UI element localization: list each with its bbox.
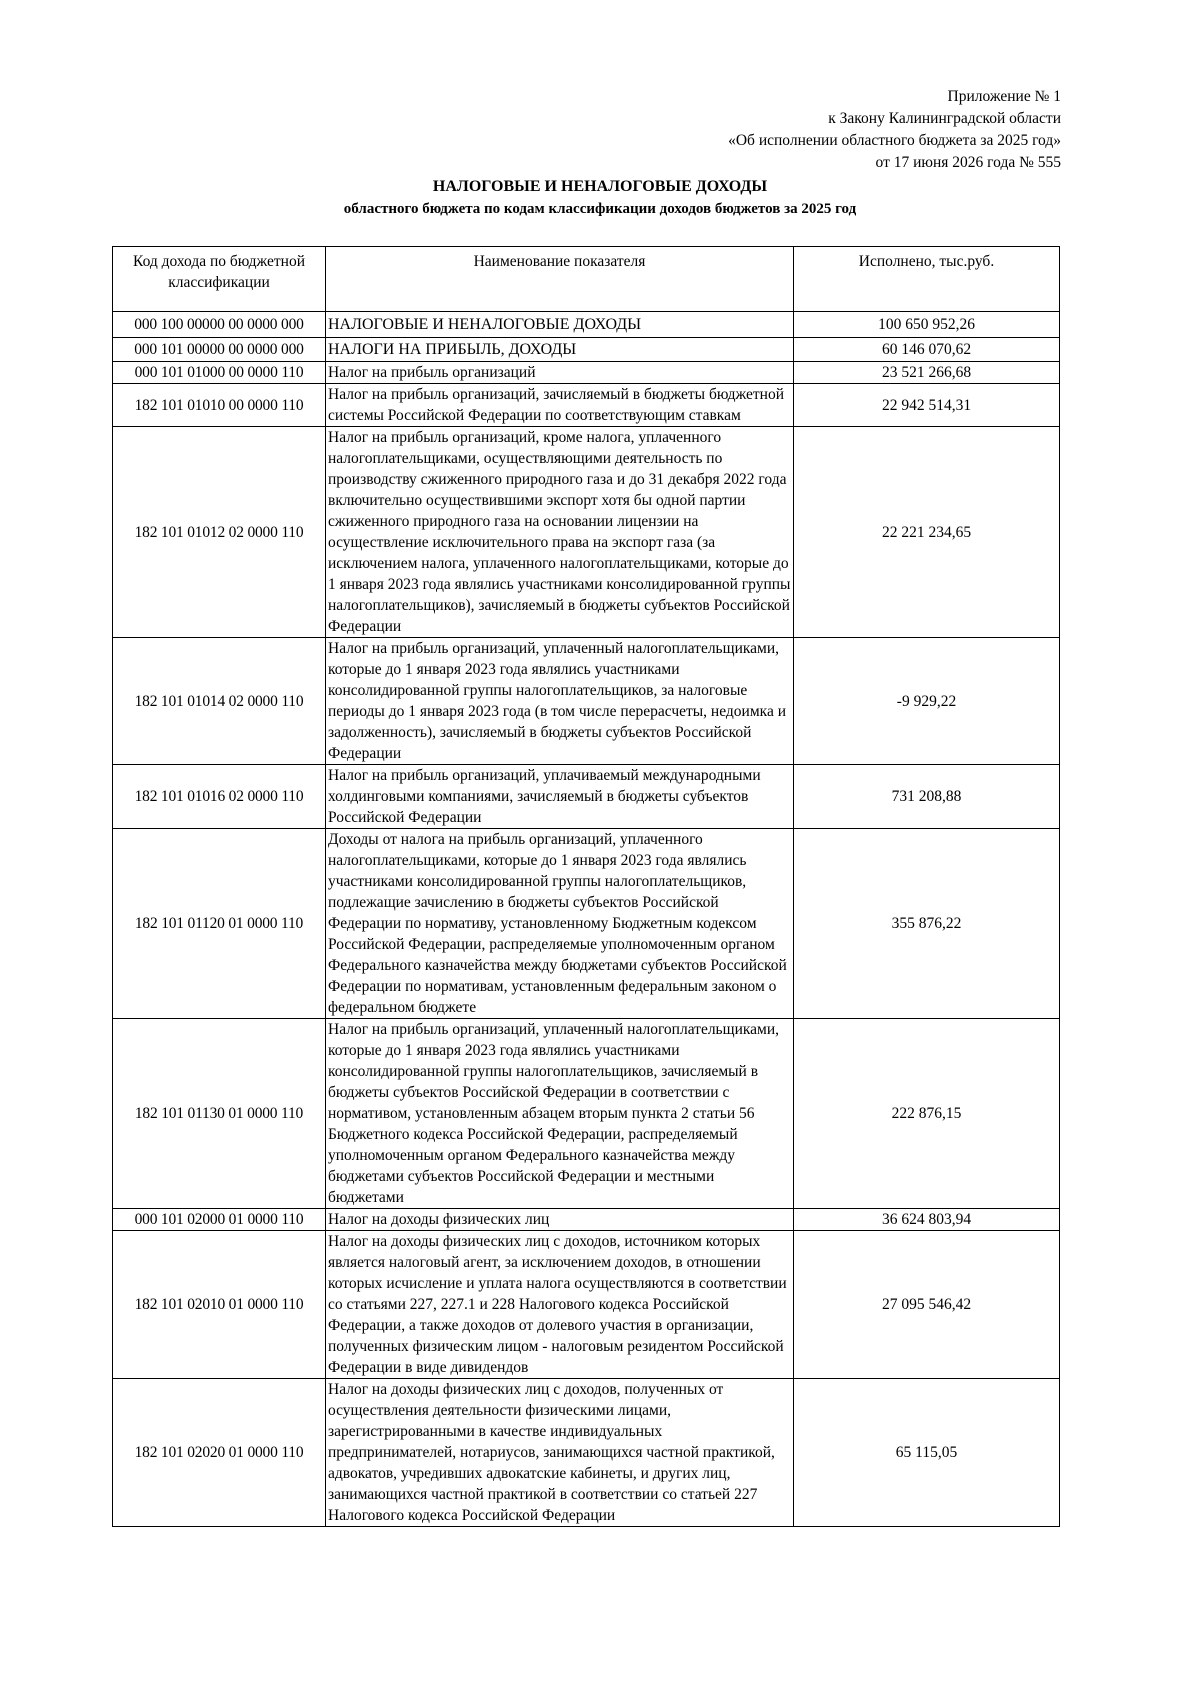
row-code: 182 101 01130 01 0000 110 bbox=[113, 1019, 326, 1209]
title-main: НАЛОГОВЫЕ И НЕНАЛОГОВЫЕ ДОХОДЫ bbox=[432, 178, 768, 195]
table-header-row bbox=[113, 247, 1060, 312]
row-value: -9 929,22 bbox=[794, 638, 1060, 765]
row-name: Налог на прибыль организаций, кроме налога, уплаченного налогоплательщиками, осуществляющими деятельность по производству сжиженного природного газа и до 31 декабря 2022 года включительно осуществившими экспорт хотя бы одной партии сжиженного природного газа на основании лицензии на осуществление исключительного права на экспорт газа (за исключением налога, уплаченного налогоплательщиками, которые до 1 января 2023 года являлись участниками консолидированной группы налогоплательщиков), зачисляемый в бюджеты субъектов Российской Федерации bbox=[326, 427, 794, 638]
row-name: Налог на прибыль организаций, зачисляемый в бюджеты бюджетной системы Российской Федерации по соответствующим ставкам bbox=[326, 384, 794, 427]
table-row bbox=[113, 765, 1060, 829]
row-code: 000 101 00000 00 0000 000 bbox=[113, 338, 326, 362]
row-code: 182 101 01010 00 0000 110 bbox=[113, 384, 326, 427]
row-name: НАЛОГИ НА ПРИБЫЛЬ, ДОХОДЫ bbox=[326, 338, 794, 362]
row-value: 731 208,88 bbox=[794, 765, 1060, 829]
appendix-line-1: Приложение № 1 bbox=[947, 88, 1061, 105]
row-name: Налог на прибыль организаций, уплаченный налогоплательщиками, которые до 1 января 2023 года являлись участниками консолидированной группы налогоплательщиков, зачисляемый в бюджеты субъектов Российской Федерации в соответствии с нормативом, установленным абзацем вторым пункта 2 статьи 56 Бюджетного кодекса Российской Федерации, распределяемый уполномоченным органом Федерального казначейства между бюджетами субъектов Российской Федерации и местными бюджетами bbox=[326, 1019, 794, 1209]
row-name: Налог на доходы физических лиц с доходов, полученных от осуществления деятельности физическими лицами, зарегистрированными в качестве индивидуальных предпринимателей, нотариусов, занимающихся частной практикой, адвокатов, учредивших адвокатские кабинеты, и других лиц, занимающихся частной практикой в соответствии со статьей 227 Налогового кодекса Российской Федерации bbox=[326, 1379, 794, 1527]
row-value: 65 115,05 bbox=[794, 1379, 1060, 1527]
row-value: 22 221 234,65 bbox=[794, 427, 1060, 638]
row-name: Налог на прибыль организаций, уплачиваемый международными холдинговыми компаниями, зачисляемый в бюджеты субъектов Российской Федерации bbox=[326, 765, 794, 829]
document-title bbox=[0, 176, 1200, 220]
row-value: 60 146 070,62 bbox=[794, 338, 1060, 362]
row-value: 100 650 952,26 bbox=[794, 312, 1060, 338]
title-subtitle: областного бюджета по кодам классификации доходов бюджетов за 2025 год bbox=[343, 201, 857, 217]
table-row bbox=[113, 1209, 1060, 1231]
row-code: 182 101 01016 02 0000 110 bbox=[113, 765, 326, 829]
appendix-line-2: к Закону Калининградской области bbox=[828, 110, 1061, 127]
header-name: Наименование показателя bbox=[326, 247, 794, 312]
table-row bbox=[113, 427, 1060, 638]
table-row bbox=[113, 638, 1060, 765]
appendix-line-3: «Об исполнении областного бюджета за 2025 год» bbox=[728, 132, 1061, 149]
row-name: Налог на прибыль организаций, уплаченный налогоплательщиками, которые до 1 января 2023 года являлись участниками консолидированной группы налогоплательщиков, за налоговые периоды до 1 января 2023 года (в том числе перерасчеты, недоимка и задолженность), зачисляемый в бюджеты субъектов Российской Федерации bbox=[326, 638, 794, 765]
row-name: Налог на прибыль организаций bbox=[326, 362, 794, 384]
row-code: 182 101 02020 01 0000 110 bbox=[113, 1379, 326, 1527]
table-row bbox=[113, 1019, 1060, 1209]
header-code: Код дохода по бюджетной классификации bbox=[113, 247, 326, 312]
row-name: Налог на доходы физических лиц с доходов, источником которых является налоговый агент, за исключением доходов, в отношении которых исчисление и уплата налога осуществляются в соответствии со статьями 227, 227.1 и 228 Налогового кодекса Российской Федерации, а также доходов от долевого участия в организации, полученных физическим лицом - налоговым резидентом Российской Федерации в виде дивидендов bbox=[326, 1231, 794, 1379]
row-code: 000 101 02000 01 0000 110 bbox=[113, 1209, 326, 1231]
row-code: 182 101 01012 02 0000 110 bbox=[113, 427, 326, 638]
row-name: НАЛОГОВЫЕ И НЕНАЛОГОВЫЕ ДОХОДЫ bbox=[326, 312, 794, 338]
table-row bbox=[113, 1231, 1060, 1379]
header-value: Исполнено, тыс.руб. bbox=[794, 247, 1060, 312]
table-row bbox=[113, 384, 1060, 427]
row-code: 000 101 01000 00 0000 110 bbox=[113, 362, 326, 384]
row-code: 182 101 01120 01 0000 110 bbox=[113, 829, 326, 1019]
row-value: 23 521 266,68 bbox=[794, 362, 1060, 384]
table-row bbox=[113, 312, 1060, 338]
table-row bbox=[113, 1379, 1060, 1527]
row-value: 22 942 514,31 bbox=[794, 384, 1060, 427]
row-value: 36 624 803,94 bbox=[794, 1209, 1060, 1231]
appendix-note bbox=[728, 86, 1061, 174]
row-value: 355 876,22 bbox=[794, 829, 1060, 1019]
row-name: Налог на доходы физических лиц bbox=[326, 1209, 794, 1231]
row-value: 27 095 546,42 bbox=[794, 1231, 1060, 1379]
row-code: 182 101 02010 01 0000 110 bbox=[113, 1231, 326, 1379]
row-name: Доходы от налога на прибыль организаций, уплаченного налогоплательщиками, которые до 1 января 2023 года являлись участниками консолидированной группы налогоплательщиков, подлежащие зачислению в бюджеты субъектов Российской Федерации по нормативу, установленному Бюджетным кодексом Российской Федерации, распределяемые уполномоченным органом Федерального казначейства между бюджетами субъектов Российской Федерации по нормативам, установленным федеральным законом о федеральном бюджете bbox=[326, 829, 794, 1019]
table-row bbox=[113, 338, 1060, 362]
revenue-table bbox=[112, 246, 1060, 1527]
table-row bbox=[113, 362, 1060, 384]
row-code: 182 101 01014 02 0000 110 bbox=[113, 638, 326, 765]
row-code: 000 100 00000 00 0000 000 bbox=[113, 312, 326, 338]
table-row bbox=[113, 829, 1060, 1019]
row-value: 222 876,15 bbox=[794, 1019, 1060, 1209]
appendix-line-4: от 17 июня 2026 года № 555 bbox=[875, 154, 1061, 171]
